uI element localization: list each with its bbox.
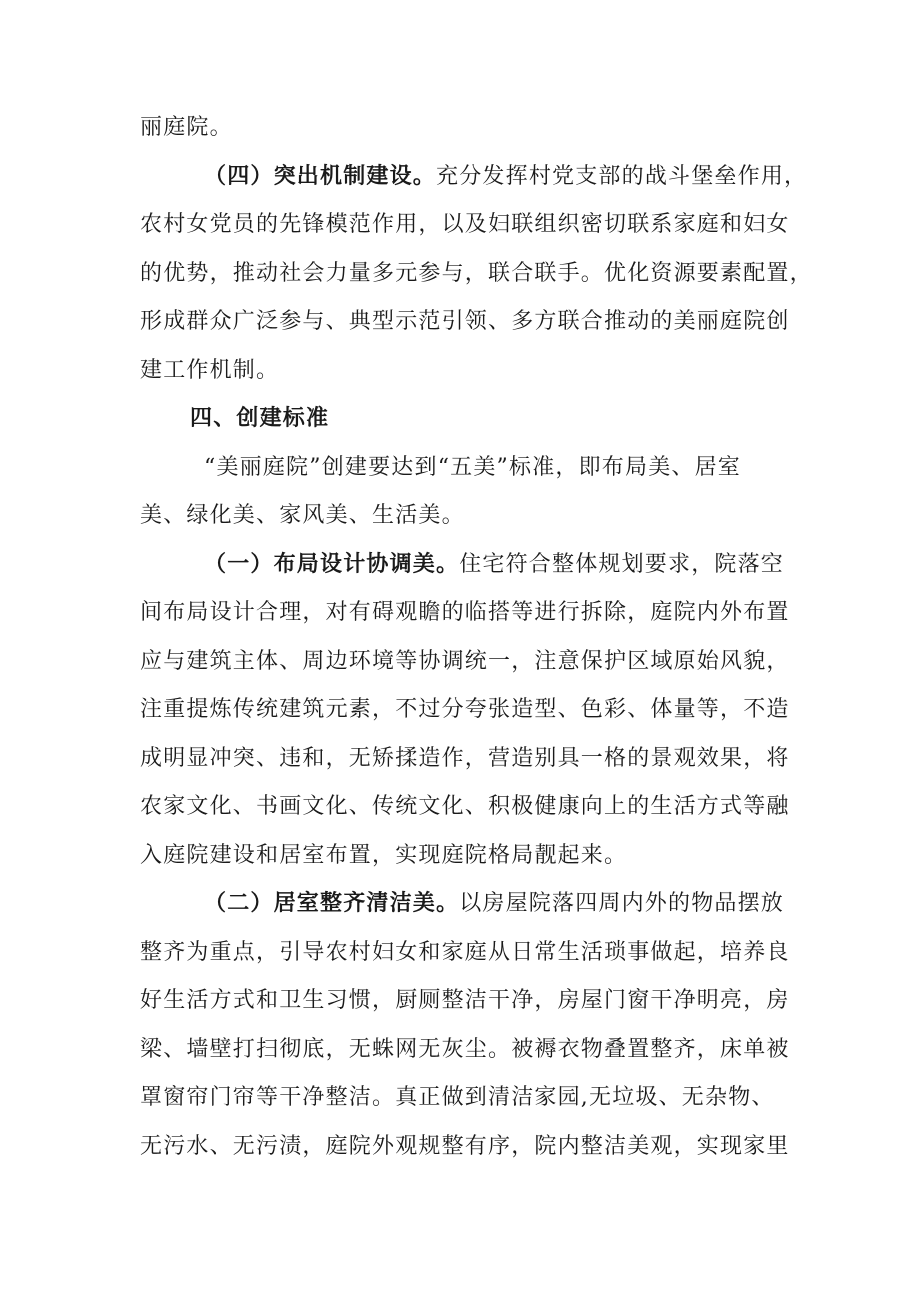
line-text: 整齐为重点，引导农村妇女和家庭从日常生活琐事做起，培养良 bbox=[140, 939, 790, 965]
text-line bbox=[140, 492, 790, 541]
text-line bbox=[140, 735, 790, 784]
line-text: 美、绿化美、家风美、生活美。 bbox=[140, 503, 465, 528]
text-line bbox=[140, 977, 790, 1026]
text-line bbox=[140, 929, 790, 978]
text-line bbox=[140, 201, 790, 250]
line-text: “美丽庭院”创建要达到“五美”标准，即布局美、居室 bbox=[204, 454, 741, 480]
text-line bbox=[140, 153, 808, 202]
text-line bbox=[140, 1123, 790, 1172]
line-text: 好生活方式和卫生习惯，厨厕整洁干净，房屋门窗干净明亮，房 bbox=[140, 988, 790, 1013]
text-line bbox=[140, 444, 790, 493]
line-text: 农村女党员的先锋模范作用，以及妇联组织密切联系家庭和妇女 bbox=[140, 212, 790, 237]
line-text: 成明显冲突、违和，无矫揉造作，营造别具一格的景观效果，将 bbox=[140, 745, 790, 771]
text-line bbox=[140, 1026, 790, 1075]
line-text: 以房屋院落四周内外的物品摆放 bbox=[459, 891, 785, 916]
line-text: 丽庭院。 bbox=[140, 115, 233, 140]
line-text: 注重提炼传统建筑元素，不过分夸张造型、色彩、体量等，不造 bbox=[140, 697, 790, 722]
section-heading-4: （四）突出机制建设。 bbox=[204, 163, 437, 189]
line-text: 间布局设计合理，对有碍观瞻的临搭等进行拆除，庭院内外布置 bbox=[140, 600, 790, 625]
text-line bbox=[140, 1074, 790, 1123]
body-text bbox=[140, 104, 813, 1171]
text-line bbox=[140, 104, 790, 153]
text-line bbox=[140, 783, 790, 832]
line-text: 的优势，推动社会力量多元参与，联合联手。优化资源要素配置， bbox=[140, 260, 813, 286]
line-text: 梁、墙壁打扫彻底，无蛛网无灰尘。被褥衣物叠置整齐，床单被 bbox=[140, 1036, 790, 1062]
line-text: 农家文化、书画文化、传统文化、积极健康向上的生活方式等融 bbox=[140, 794, 790, 819]
line-text: 形成群众广泛参与、典型示范引领、多方联合推动的美丽庭院创 bbox=[140, 309, 790, 334]
text-line bbox=[140, 880, 790, 929]
line-text: 无污水、无污渍，庭院外观规整有序，院内整洁美观，实现家里 bbox=[140, 1133, 790, 1159]
text-line bbox=[140, 638, 790, 687]
text-line bbox=[140, 395, 790, 444]
text-line bbox=[140, 347, 790, 396]
line-text: 罩窗帘门帘等干净整洁。真正做到清洁家园,无垃圾、无杂物、 bbox=[140, 1085, 775, 1110]
text-line bbox=[140, 589, 790, 638]
text-line bbox=[140, 832, 790, 881]
line-text: 充分发挥村党支部的战斗堡垒作用， bbox=[436, 163, 808, 189]
line-text: 建工作机制。 bbox=[140, 357, 280, 383]
line-text: 应与建筑主体、周边环境等协调统一，注意保护区域原始风貌， bbox=[140, 648, 790, 674]
text-line bbox=[140, 298, 790, 347]
text-line bbox=[140, 250, 813, 299]
text-line bbox=[140, 541, 790, 590]
section-heading-2: （二）居室整齐清洁美。 bbox=[204, 891, 460, 916]
chapter-heading: 四、创建标准 bbox=[190, 406, 330, 431]
line-text: 住宅符合整体规划要求，院落空 bbox=[459, 551, 785, 577]
line-text: 入庭院建设和居室布置，实现庭院格局靓起来。 bbox=[140, 842, 628, 868]
section-heading-1: （一）布局设计协调美。 bbox=[204, 551, 460, 577]
text-line bbox=[140, 686, 790, 735]
